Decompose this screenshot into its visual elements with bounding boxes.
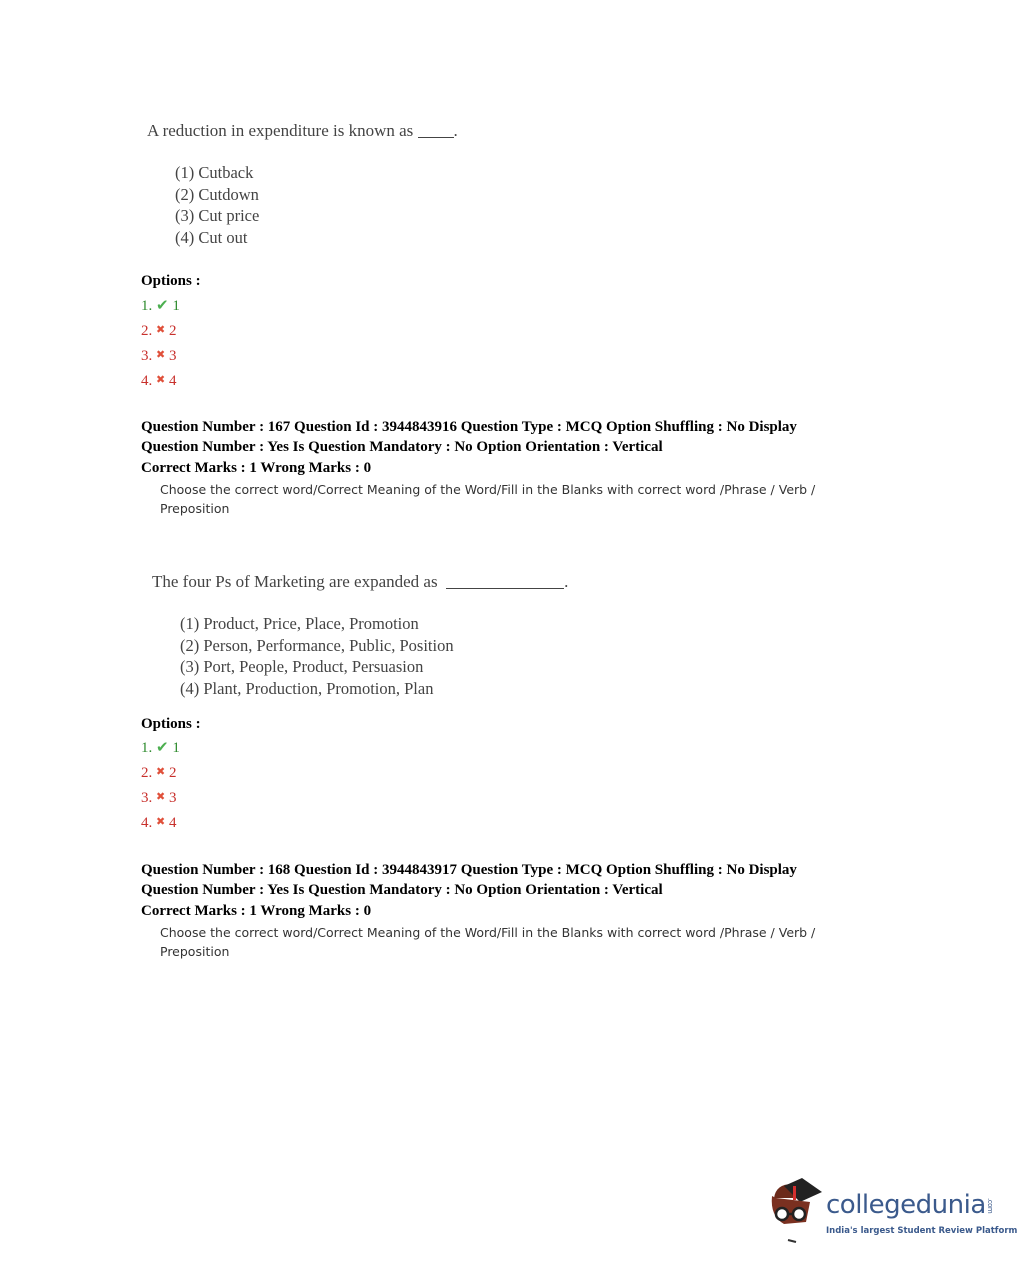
marks-line: Correct Marks : 1 Wrong Marks : 0 <box>141 903 372 919</box>
check-icon: ✔ <box>156 298 169 314</box>
answer-option <box>141 318 180 343</box>
answer-option <box>141 785 180 810</box>
answer-options <box>141 736 180 835</box>
choice-list <box>180 613 454 699</box>
instruction-line: Preposition <box>160 501 230 516</box>
answer-options <box>141 294 180 393</box>
option-value: 2 <box>168 765 177 781</box>
check-icon: ✔ <box>156 740 169 756</box>
logo-suffix: .com <box>985 1197 994 1213</box>
options-label: Options : <box>141 273 201 289</box>
answer-option <box>141 343 180 368</box>
option-value: 4 <box>168 373 177 389</box>
options-label: Options : <box>141 716 201 732</box>
instruction-line: Choose the correct word/Correct Meaning of the Word/Fill in the Blanks with correct word /Phrase / Verb / <box>160 482 816 497</box>
question-meta <box>141 861 797 922</box>
meta-line: Question Number : Yes Is Question Mandatory : No Option Orientation : Vertical <box>141 881 663 898</box>
option-number: 3. <box>141 790 153 806</box>
meta-line: Question Number : 167 Question Id : 3944843916 Question Type : MCQ Option Shuffling : No Display <box>141 419 797 435</box>
collegedunia-logo <box>766 1176 1018 1246</box>
logo-wordmark: collegedunia <box>826 1190 986 1220</box>
option-value: 3 <box>168 790 177 806</box>
option-value: 3 <box>168 348 177 364</box>
option-number: 1. <box>141 298 153 314</box>
answer-option <box>141 810 180 835</box>
choice: (2) Cutdown <box>175 184 259 204</box>
stem-text: A reduction in expenditure is known as <box>147 121 414 140</box>
question-meta <box>141 418 797 479</box>
meta-line: Question Number : 168 Question Id : 3944843917 Question Type : MCQ Option Shuffling : No Display <box>141 862 797 878</box>
blank <box>446 588 564 589</box>
question-stem: The four Ps of Marketing are expanded as . <box>152 572 569 591</box>
choice: (2) Person, Performance, Public, Position <box>180 635 454 655</box>
instruction <box>160 923 815 961</box>
question-stem: A reduction in expenditure is known as . <box>147 121 458 140</box>
answer-option <box>141 736 180 760</box>
marks-line: Correct Marks : 1 Wrong Marks : 0 <box>141 460 372 476</box>
cross-icon: ✖ <box>156 766 166 778</box>
instruction-line: Preposition <box>160 944 230 959</box>
meta-line: Question Number : Yes Is Question Mandatory : No Option Orientation : Vertical <box>141 438 663 455</box>
choice: (3) Cut price <box>175 206 260 225</box>
choice: (1) Product, Price, Place, Promotion <box>180 614 419 633</box>
logo-tagline: India's largest Student Review Platform <box>826 1226 1018 1236</box>
option-value: 1 <box>172 298 180 314</box>
choice-list <box>175 162 259 248</box>
option-value: 4 <box>168 815 177 831</box>
option-number: 1. <box>141 740 153 756</box>
option-value: 2 <box>168 323 177 339</box>
choice: (4) Cut out <box>175 227 248 247</box>
option-number: 2. <box>141 323 153 339</box>
cross-icon: ✖ <box>156 324 166 336</box>
option-number: 3. <box>141 348 153 364</box>
answer-option <box>141 368 180 393</box>
instruction <box>160 480 815 518</box>
cross-icon: ✖ <box>156 816 166 828</box>
logo-name <box>826 1190 994 1220</box>
answer-option <box>141 294 180 318</box>
option-value: 1 <box>172 740 180 756</box>
blank <box>418 137 454 138</box>
option-number: 4. <box>141 373 153 389</box>
instruction-line: Choose the correct word/Correct Meaning of the Word/Fill in the Blanks with correct word /Phrase / Verb / <box>160 925 816 940</box>
cross-icon: ✖ <box>156 374 166 386</box>
choice: (1) Cutback <box>175 163 254 182</box>
cross-icon: ✖ <box>156 349 166 361</box>
option-number: 4. <box>141 815 153 831</box>
answer-option <box>141 760 180 785</box>
choice: (3) Port, People, Product, Persuasion <box>180 657 424 676</box>
option-number: 2. <box>141 765 153 781</box>
mascot-icon <box>766 1176 826 1246</box>
cross-icon: ✖ <box>156 791 166 803</box>
stem-text: The four Ps of Marketing are expanded as <box>152 572 438 591</box>
choice: (4) Plant, Production, Promotion, Plan <box>180 678 434 698</box>
